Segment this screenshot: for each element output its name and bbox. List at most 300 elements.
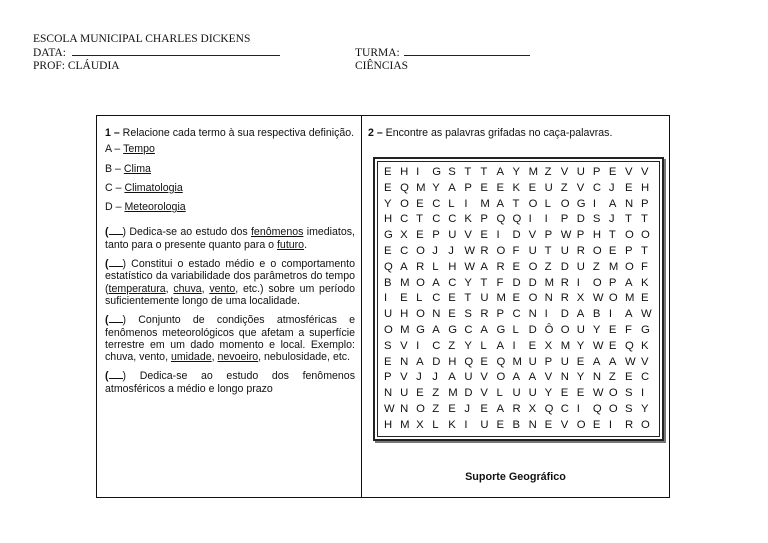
- grid-letter[interactable]: I: [384, 292, 388, 305]
- grid-letter[interactable]: V: [576, 181, 585, 194]
- grid-letter[interactable]: E: [384, 166, 392, 178]
- grid-letter[interactable]: L: [432, 260, 439, 273]
- grid-letter[interactable]: M: [400, 323, 410, 336]
- grid-letter[interactable]: Z: [432, 402, 440, 415]
- grid-letter[interactable]: D: [528, 323, 537, 336]
- grid-letter[interactable]: A: [624, 308, 633, 321]
- grid-letter[interactable]: A: [416, 355, 424, 368]
- grid-letter[interactable]: A: [496, 197, 504, 210]
- grid-letter[interactable]: O: [528, 260, 538, 273]
- grid-letter[interactable]: P: [544, 229, 553, 242]
- grid-letter[interactable]: Z: [544, 260, 552, 273]
- grid-letter[interactable]: E: [608, 339, 617, 352]
- grid-letter[interactable]: R: [576, 244, 585, 257]
- grid-letter[interactable]: O: [592, 244, 602, 257]
- grid-letter[interactable]: E: [624, 371, 633, 384]
- grid-letter[interactable]: M: [512, 355, 522, 368]
- grid-letter[interactable]: M: [544, 276, 555, 289]
- grid-letter[interactable]: C: [464, 323, 473, 336]
- grid-letter[interactable]: T: [464, 292, 472, 305]
- grid-letter[interactable]: P: [641, 197, 649, 210]
- grid-letter[interactable]: M: [560, 339, 571, 352]
- grid-letter[interactable]: R: [560, 276, 569, 289]
- grid-letter[interactable]: M: [400, 418, 410, 431]
- grid-letter[interactable]: W: [592, 339, 604, 352]
- grid-letter[interactable]: E: [576, 355, 585, 368]
- grid-letter[interactable]: L: [512, 323, 519, 336]
- grid-letter[interactable]: A: [448, 181, 456, 194]
- grid-letter[interactable]: Q: [464, 355, 474, 368]
- grid-letter[interactable]: C: [400, 244, 409, 257]
- grid-letter[interactable]: P: [480, 213, 488, 226]
- grid-letter[interactable]: V: [641, 166, 649, 178]
- grid-letter[interactable]: E: [544, 418, 553, 431]
- grid-letter[interactable]: H: [448, 355, 457, 368]
- grid-letter[interactable]: E: [576, 387, 585, 400]
- grid-letter[interactable]: H: [448, 260, 457, 273]
- grid-letter[interactable]: Y: [641, 402, 649, 415]
- grid-letter[interactable]: I: [416, 166, 420, 178]
- grid-letter[interactable]: Z: [560, 181, 568, 194]
- grid-letter[interactable]: E: [608, 166, 617, 178]
- grid-letter[interactable]: A: [448, 371, 456, 384]
- grid-letter[interactable]: O: [608, 402, 618, 415]
- q2-instruction: Encontre as palavras grifadas no caça-palavras.: [382, 127, 613, 139]
- grid-letter[interactable]: Y: [576, 339, 585, 352]
- grid-letter[interactable]: U: [400, 387, 409, 400]
- grid-letter[interactable]: Y: [464, 339, 472, 352]
- grid-letter[interactable]: M: [448, 387, 458, 400]
- answer-blank[interactable]: [109, 225, 123, 235]
- grid-letter[interactable]: Q: [400, 181, 409, 194]
- grid-letter[interactable]: V: [624, 166, 633, 178]
- grid-letter[interactable]: J: [608, 213, 615, 226]
- grid-letter[interactable]: D: [560, 308, 569, 321]
- grid-letter[interactable]: E: [400, 292, 408, 305]
- grid-letter[interactable]: A: [400, 260, 408, 273]
- grid-letter[interactable]: V: [400, 339, 408, 352]
- grid-letter[interactable]: D: [512, 276, 521, 289]
- grid-letter[interactable]: E: [480, 181, 488, 194]
- grid-letter[interactable]: E: [448, 402, 456, 415]
- grid-letter[interactable]: P: [608, 276, 617, 289]
- grid-letter[interactable]: W: [641, 308, 652, 321]
- grid-letter[interactable]: O: [416, 308, 425, 321]
- grid-letter[interactable]: Y: [464, 276, 472, 289]
- grid-letter[interactable]: N: [432, 308, 441, 321]
- grid-letter[interactable]: U: [576, 323, 585, 336]
- grid-letter[interactable]: P: [560, 213, 569, 226]
- grid-row: [384, 402, 657, 418]
- grid-letter[interactable]: S: [624, 402, 633, 415]
- grid-letter[interactable]: U: [512, 387, 521, 400]
- grid-letter[interactable]: E: [560, 387, 569, 400]
- grid-letter[interactable]: U: [480, 292, 489, 305]
- grid-letter[interactable]: O: [528, 292, 538, 305]
- grid-letter[interactable]: O: [416, 276, 425, 289]
- grid-letter[interactable]: T: [641, 213, 648, 226]
- grid-letter[interactable]: E: [480, 402, 488, 415]
- grid-letter[interactable]: W: [560, 229, 572, 242]
- grid-letter[interactable]: Q: [384, 260, 393, 273]
- grid-letter[interactable]: V: [528, 229, 537, 242]
- grid-letter[interactable]: L: [544, 197, 551, 210]
- grid-letter[interactable]: M: [416, 181, 426, 194]
- grid-letter[interactable]: D: [576, 213, 585, 226]
- grid-letter[interactable]: C: [592, 181, 601, 194]
- grid-letter[interactable]: T: [624, 213, 632, 226]
- grid-letter[interactable]: R: [560, 292, 569, 305]
- grid-letter[interactable]: B: [384, 276, 392, 289]
- grid-letter[interactable]: R: [416, 260, 425, 273]
- grid-letter[interactable]: U: [448, 229, 457, 242]
- grid-letter[interactable]: I: [464, 418, 468, 431]
- grid-letter[interactable]: M: [528, 166, 538, 178]
- grid-letter[interactable]: R: [512, 402, 521, 415]
- grid-letter[interactable]: W: [592, 292, 604, 305]
- grid-letter[interactable]: A: [432, 323, 440, 336]
- grid-letter[interactable]: I: [512, 339, 516, 352]
- grid-letter[interactable]: E: [384, 181, 392, 194]
- grid-letter[interactable]: N: [624, 197, 634, 210]
- grid-letter[interactable]: B: [592, 308, 601, 321]
- grid-letter[interactable]: Q: [592, 402, 602, 415]
- grid-letter[interactable]: X: [400, 229, 408, 242]
- grid-letter[interactable]: N: [560, 371, 569, 384]
- grid-letter[interactable]: Q: [512, 213, 522, 226]
- grid-letter[interactable]: J: [416, 371, 422, 384]
- grid-letter[interactable]: Y: [384, 197, 392, 210]
- grid-letter[interactable]: N: [528, 418, 537, 431]
- grid-letter[interactable]: E: [448, 292, 456, 305]
- grid-letter[interactable]: K: [641, 339, 649, 352]
- grid-letter[interactable]: I: [544, 308, 548, 321]
- grid-letter[interactable]: Q: [624, 339, 634, 352]
- grid-letter[interactable]: A: [624, 276, 633, 289]
- grid-letter[interactable]: C: [432, 292, 441, 305]
- grid-letter[interactable]: N: [544, 292, 553, 305]
- grid-letter[interactable]: A: [608, 355, 617, 368]
- grid-letter[interactable]: X: [416, 418, 424, 431]
- grid-letter[interactable]: O: [592, 276, 602, 289]
- grid-letter[interactable]: U: [480, 418, 489, 431]
- grid-letter[interactable]: X: [576, 292, 585, 305]
- grid-letter[interactable]: M: [624, 292, 635, 305]
- grid-letter[interactable]: O: [384, 323, 393, 336]
- grid-letter[interactable]: I: [496, 229, 500, 242]
- grid-letter[interactable]: T: [608, 229, 616, 242]
- grid-letter[interactable]: M: [608, 260, 619, 273]
- grid-letter[interactable]: P: [464, 181, 472, 194]
- grid-letter[interactable]: C: [448, 213, 457, 226]
- grid-letter[interactable]: A: [592, 355, 601, 368]
- grid-letter[interactable]: O: [624, 229, 634, 242]
- grid-letter[interactable]: U: [576, 260, 585, 273]
- grid-letter[interactable]: M: [400, 276, 410, 289]
- grid-letter[interactable]: F: [512, 244, 520, 257]
- grid-letter[interactable]: V: [560, 418, 569, 431]
- grid-letter[interactable]: X: [544, 339, 553, 352]
- grid-letter[interactable]: U: [528, 355, 537, 368]
- grid-letter[interactable]: D: [432, 355, 441, 368]
- grid-letter[interactable]: O: [608, 387, 618, 400]
- grid-letter[interactable]: H: [384, 213, 393, 226]
- grid-letter[interactable]: T: [480, 166, 488, 178]
- grid-letter[interactable]: F: [624, 323, 632, 336]
- grid-letter[interactable]: U: [560, 355, 569, 368]
- grid-letter[interactable]: E: [624, 181, 633, 194]
- grid-letter[interactable]: I: [608, 308, 613, 321]
- grid-letter[interactable]: O: [560, 323, 570, 336]
- grid-letter[interactable]: I: [641, 387, 645, 400]
- grid-letter[interactable]: I: [544, 213, 548, 226]
- grid-letter[interactable]: P: [432, 229, 440, 242]
- grid-letter[interactable]: G: [496, 323, 506, 336]
- grid-letter[interactable]: Y: [432, 181, 440, 194]
- grid-letter[interactable]: E: [608, 244, 617, 257]
- grid-letter[interactable]: Y: [576, 371, 585, 384]
- grid-letter[interactable]: B: [512, 418, 521, 431]
- grid-letter[interactable]: A: [528, 371, 537, 384]
- answer-blank[interactable]: [109, 313, 123, 323]
- grid-letter[interactable]: H: [400, 166, 409, 178]
- grid-letter[interactable]: O: [576, 418, 586, 431]
- grid-letter[interactable]: G: [641, 323, 650, 336]
- grid-letter[interactable]: S: [464, 308, 472, 321]
- grid-letter[interactable]: O: [608, 292, 618, 305]
- grid-letter[interactable]: I: [592, 197, 596, 210]
- grid-letter[interactable]: U: [544, 181, 553, 194]
- grid-letter[interactable]: F: [641, 260, 648, 273]
- grid-letter[interactable]: P: [544, 355, 553, 368]
- grid-letter[interactable]: Z: [448, 339, 456, 352]
- grid-letter[interactable]: U: [384, 308, 393, 321]
- grid-letter[interactable]: H: [592, 229, 601, 242]
- grid-letter[interactable]: L: [496, 387, 503, 400]
- grid-letter[interactable]: O: [641, 229, 650, 242]
- grid-letter[interactable]: G: [448, 323, 458, 336]
- grid-letter[interactable]: N: [528, 308, 537, 321]
- grid-letter[interactable]: R: [480, 308, 489, 321]
- grid-letter[interactable]: V: [400, 371, 408, 384]
- grid-letter[interactable]: G: [416, 323, 425, 336]
- grid-letter[interactable]: V: [480, 371, 488, 384]
- grid-letter[interactable]: A: [608, 197, 617, 210]
- grid-letter[interactable]: M: [496, 292, 506, 305]
- grid-letter[interactable]: D: [528, 276, 537, 289]
- grid-letter[interactable]: Z: [608, 371, 616, 384]
- grid-letter[interactable]: C: [448, 276, 457, 289]
- grid-letter[interactable]: P: [624, 244, 633, 257]
- grid-letter[interactable]: E: [496, 418, 504, 431]
- grid-letter[interactable]: K: [464, 213, 472, 226]
- grid-letter[interactable]: K: [641, 276, 649, 289]
- grid-letter[interactable]: I: [416, 339, 420, 352]
- grid-letter[interactable]: Q: [496, 355, 506, 368]
- grid-letter[interactable]: R: [480, 244, 489, 257]
- answer-blank[interactable]: [109, 257, 123, 267]
- grid-letter[interactable]: C: [512, 308, 521, 321]
- grid-letter[interactable]: U: [576, 166, 585, 178]
- grid-letter[interactable]: N: [400, 402, 409, 415]
- grid-letter[interactable]: E: [496, 181, 504, 194]
- grid-letter[interactable]: N: [592, 371, 601, 384]
- grid-letter[interactable]: C: [641, 371, 650, 384]
- grid-letter[interactable]: C: [432, 213, 441, 226]
- grid-letter[interactable]: I: [576, 276, 580, 289]
- grid-letter[interactable]: U: [560, 244, 569, 257]
- grid-letter[interactable]: C: [432, 197, 441, 210]
- grid-letter[interactable]: Y: [592, 323, 601, 336]
- grid-letter[interactable]: T: [641, 244, 648, 257]
- grid-letter[interactable]: S: [592, 213, 601, 226]
- grid-letter[interactable]: E: [592, 418, 601, 431]
- grid-letter[interactable]: E: [608, 323, 617, 336]
- grid-letter[interactable]: Q: [544, 402, 554, 415]
- grid-letter[interactable]: A: [496, 166, 504, 178]
- grid-letter[interactable]: T: [464, 166, 472, 178]
- grid-letter[interactable]: N: [400, 355, 409, 368]
- question-2: [362, 116, 669, 508]
- grid-letter[interactable]: D: [464, 387, 473, 400]
- grid-letter[interactable]: L: [480, 339, 487, 352]
- grid-letter[interactable]: Z: [544, 166, 552, 178]
- grid-letter[interactable]: E: [512, 260, 521, 273]
- grid-letter[interactable]: O: [528, 197, 538, 210]
- grid-letter[interactable]: E: [384, 355, 392, 368]
- grid-letter[interactable]: G: [432, 166, 441, 178]
- grid-letter[interactable]: E: [416, 229, 424, 242]
- grid-letter[interactable]: E: [641, 292, 649, 305]
- grid-letter[interactable]: H: [400, 308, 409, 321]
- grid-letter[interactable]: A: [576, 308, 585, 321]
- grid-letter[interactable]: A: [480, 260, 488, 273]
- grid-letter[interactable]: C: [432, 339, 441, 352]
- grid-letter[interactable]: H: [384, 418, 393, 431]
- grid-letter[interactable]: G: [384, 229, 393, 242]
- grid-letter[interactable]: F: [496, 276, 504, 289]
- grid-letter[interactable]: R: [496, 260, 505, 273]
- grid-letter[interactable]: J: [448, 244, 454, 257]
- grid-letter[interactable]: G: [576, 197, 586, 210]
- grid-letter[interactable]: X: [528, 402, 537, 415]
- grid-letter[interactable]: N: [384, 387, 393, 400]
- grid-letter[interactable]: E: [448, 308, 456, 321]
- grid-letter[interactable]: C: [560, 402, 569, 415]
- grid-letter[interactable]: P: [576, 229, 585, 242]
- grid-letter[interactable]: A: [512, 371, 521, 384]
- grid-letter[interactable]: A: [496, 402, 504, 415]
- grid-letter[interactable]: O: [400, 197, 409, 210]
- grid-letter[interactable]: J: [464, 402, 470, 415]
- grid-letter[interactable]: U: [464, 371, 473, 384]
- grid-letter[interactable]: S: [624, 387, 633, 400]
- grid-letter[interactable]: V: [560, 166, 569, 178]
- grid-letter[interactable]: R: [624, 418, 634, 431]
- grid-letter[interactable]: E: [480, 229, 488, 242]
- grid-letter[interactable]: E: [480, 355, 488, 368]
- grid-letter[interactable]: O: [496, 244, 506, 257]
- grid-letter[interactable]: I: [576, 402, 580, 415]
- grid-letter[interactable]: A: [480, 323, 488, 336]
- grid-letter[interactable]: E: [528, 181, 537, 194]
- grid-letter[interactable]: L: [432, 418, 439, 431]
- grid-letter[interactable]: T: [480, 276, 488, 289]
- answer-blank[interactable]: [109, 369, 123, 379]
- grid-letter[interactable]: S: [448, 166, 456, 178]
- grid-letter[interactable]: T: [416, 213, 424, 226]
- grid-letter[interactable]: E: [416, 197, 424, 210]
- grid-letter[interactable]: E: [512, 292, 521, 305]
- grid-letter[interactable]: I: [464, 197, 468, 210]
- grid-letter[interactable]: V: [641, 355, 649, 368]
- grid-letter[interactable]: I: [608, 418, 613, 431]
- grid-letter[interactable]: V: [464, 229, 472, 242]
- grid-letter[interactable]: A: [496, 339, 504, 352]
- grid-letter[interactable]: E: [384, 244, 392, 257]
- grid-letter[interactable]: U: [528, 387, 537, 400]
- grid-letter[interactable]: I: [528, 213, 532, 226]
- grid-letter[interactable]: S: [384, 339, 392, 352]
- grid-letter[interactable]: K: [512, 181, 521, 194]
- grid-letter[interactable]: P: [384, 371, 392, 384]
- grid-letter[interactable]: O: [560, 197, 570, 210]
- grid-letter[interactable]: J: [432, 244, 438, 257]
- grid-caption: Suporte Geográfico: [465, 471, 566, 483]
- grid-letter[interactable]: Y: [512, 166, 521, 178]
- grid-letter[interactable]: V: [544, 371, 553, 384]
- grid-letter[interactable]: W: [464, 260, 475, 273]
- grid-letter[interactable]: J: [432, 371, 438, 384]
- grid-letter[interactable]: V: [480, 387, 488, 400]
- grid-letter[interactable]: W: [384, 402, 395, 415]
- grid-letter[interactable]: W: [624, 355, 636, 368]
- grid-letter[interactable]: T: [512, 197, 520, 210]
- grid-letter[interactable]: P: [496, 308, 504, 321]
- date-blank: [72, 46, 280, 56]
- definition-2: ( ) Constitui o estado médio e o comportamento estatístico da variabilidade dos parâmetros do tempo (temperatura, chuva, vento, etc.) sobre um período suficientemente longo de uma localidade.: [105, 258, 355, 307]
- grid-letter[interactable]: A: [432, 276, 440, 289]
- grid-letter[interactable]: O: [496, 371, 506, 384]
- grid-letter[interactable]: O: [624, 260, 634, 273]
- grid-letter[interactable]: M: [480, 197, 490, 210]
- grid-letter[interactable]: Z: [432, 387, 440, 400]
- grid-letter[interactable]: P: [592, 166, 601, 178]
- grid-letter[interactable]: J: [608, 181, 615, 194]
- grid-letter[interactable]: L: [448, 197, 455, 210]
- grid-letter[interactable]: Y: [544, 387, 553, 400]
- grid-letter[interactable]: L: [416, 292, 423, 305]
- grid-letter[interactable]: D: [560, 260, 569, 273]
- grid-letter[interactable]: U: [528, 244, 537, 257]
- grid-letter[interactable]: Ô: [544, 323, 554, 336]
- grid-letter[interactable]: H: [641, 181, 650, 194]
- grid-letter[interactable]: D: [512, 229, 521, 242]
- grid-letter[interactable]: O: [416, 244, 425, 257]
- grid-letter[interactable]: K: [448, 418, 456, 431]
- grid-letter[interactable]: W: [592, 387, 604, 400]
- grid-letter[interactable]: C: [400, 213, 409, 226]
- grid-letter[interactable]: Z: [592, 260, 600, 273]
- grid-letter[interactable]: E: [416, 387, 424, 400]
- grid-row: [384, 323, 657, 339]
- grid-letter[interactable]: Q: [496, 213, 506, 226]
- grid-letter[interactable]: O: [641, 418, 650, 431]
- grid-letter[interactable]: E: [528, 339, 537, 352]
- grid-letter[interactable]: W: [464, 244, 475, 257]
- grid-letter[interactable]: T: [544, 244, 552, 257]
- grid-letter[interactable]: O: [416, 402, 425, 415]
